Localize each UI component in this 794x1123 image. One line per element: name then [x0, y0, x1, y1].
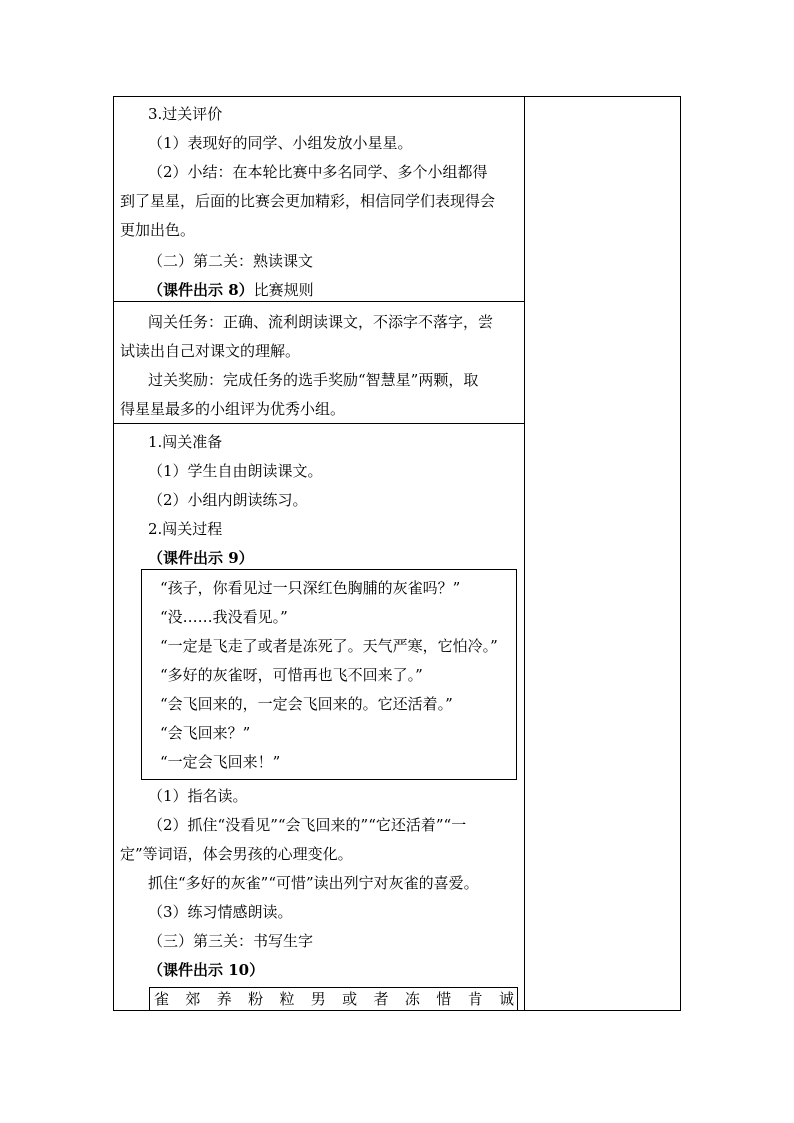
- courseware-number: （课件出示 10）: [148, 961, 265, 979]
- character: 肯: [467, 990, 483, 1008]
- section-heading: 1.闯关准备: [148, 433, 223, 451]
- courseware-label: [148, 280, 314, 300]
- text-line: （2）小结：在本轮比赛中多名同学、多个小组都得: [148, 163, 488, 181]
- section-heading: 2.闯关过程: [148, 520, 223, 538]
- character: 雀: [154, 990, 170, 1008]
- courseware-number: （课件出示 8）: [148, 281, 254, 299]
- text-line: （2）小组内朗读练习。: [148, 491, 308, 509]
- text-line: 定”等词语，体会男孩的心理变化。: [120, 845, 353, 863]
- rule-text: 试读出自己对课文的理解。: [120, 342, 301, 360]
- rule-text: 过关奖励：完成任务的选手奖励“智慧星”两颗，取: [148, 371, 479, 389]
- rule-text: 闯关任务：正确、流利朗读课文，不添字不落字，尝: [148, 313, 494, 331]
- quote-line: “孩子，你看见过一只深红色胸脯的灰雀吗？”: [160, 579, 461, 597]
- text-line: （1）学生自由朗读课文。: [148, 462, 323, 480]
- character: 粒: [279, 990, 295, 1008]
- character: 粉: [248, 990, 264, 1008]
- character: 惜: [436, 990, 452, 1008]
- quote-line: “一定是飞走了或者是冻死了。天气严寒，它怕冷。”: [160, 637, 498, 655]
- text-line: （1）表现好的同学、小组发放小星星。: [148, 134, 413, 152]
- courseware-title: 比赛规则: [253, 281, 314, 299]
- quote-line: “没……我没看见。”: [160, 608, 288, 626]
- character: 或: [342, 990, 358, 1008]
- quote-line: “会飞回来的，一定会飞回来的。它还活着。”: [160, 695, 453, 713]
- text-line: 抓住“多好的灰雀”“可惜”读出列宁对灰雀的喜爱。: [148, 874, 479, 892]
- text-line: （3）练习情感朗读。: [148, 903, 293, 921]
- character: 诚: [498, 990, 514, 1008]
- character: 者: [373, 990, 389, 1008]
- character: 男: [310, 990, 326, 1008]
- courseware-number: （课件出示 9）: [148, 549, 254, 567]
- character: 郊: [185, 990, 201, 1008]
- quote-line: “会飞回来？”: [160, 724, 251, 742]
- table-right-border: [680, 96, 681, 1010]
- table-top-border: [113, 96, 681, 97]
- text-line: 更加出色。: [120, 221, 196, 239]
- characters-row: [154, 989, 514, 1009]
- quote-line: “多好的灰雀呀，可惜再也飞不回来了。”: [160, 666, 423, 684]
- text-line: （1）指名读。: [148, 787, 248, 805]
- table-left-border: [113, 96, 114, 1010]
- character: 冻: [404, 990, 420, 1008]
- quote-line: “一定会飞回来！”: [160, 753, 281, 771]
- character: 养: [216, 990, 232, 1008]
- section-heading: （三）第三关：书写生字: [148, 932, 314, 950]
- text-line: 到了星星，后面的比赛会更加精彩，相信同学们表现得会: [120, 192, 496, 210]
- text-line: （2）抓住“没看见”“会飞回来的”“它还活着”“一: [148, 816, 467, 834]
- rule-text: 得星星最多的小组评为优秀小组。: [120, 400, 346, 418]
- section-heading: （二）第二关：熟读课文: [148, 252, 314, 270]
- section-heading: 3.过关评价: [148, 105, 223, 123]
- table-middle-border: [524, 96, 525, 1010]
